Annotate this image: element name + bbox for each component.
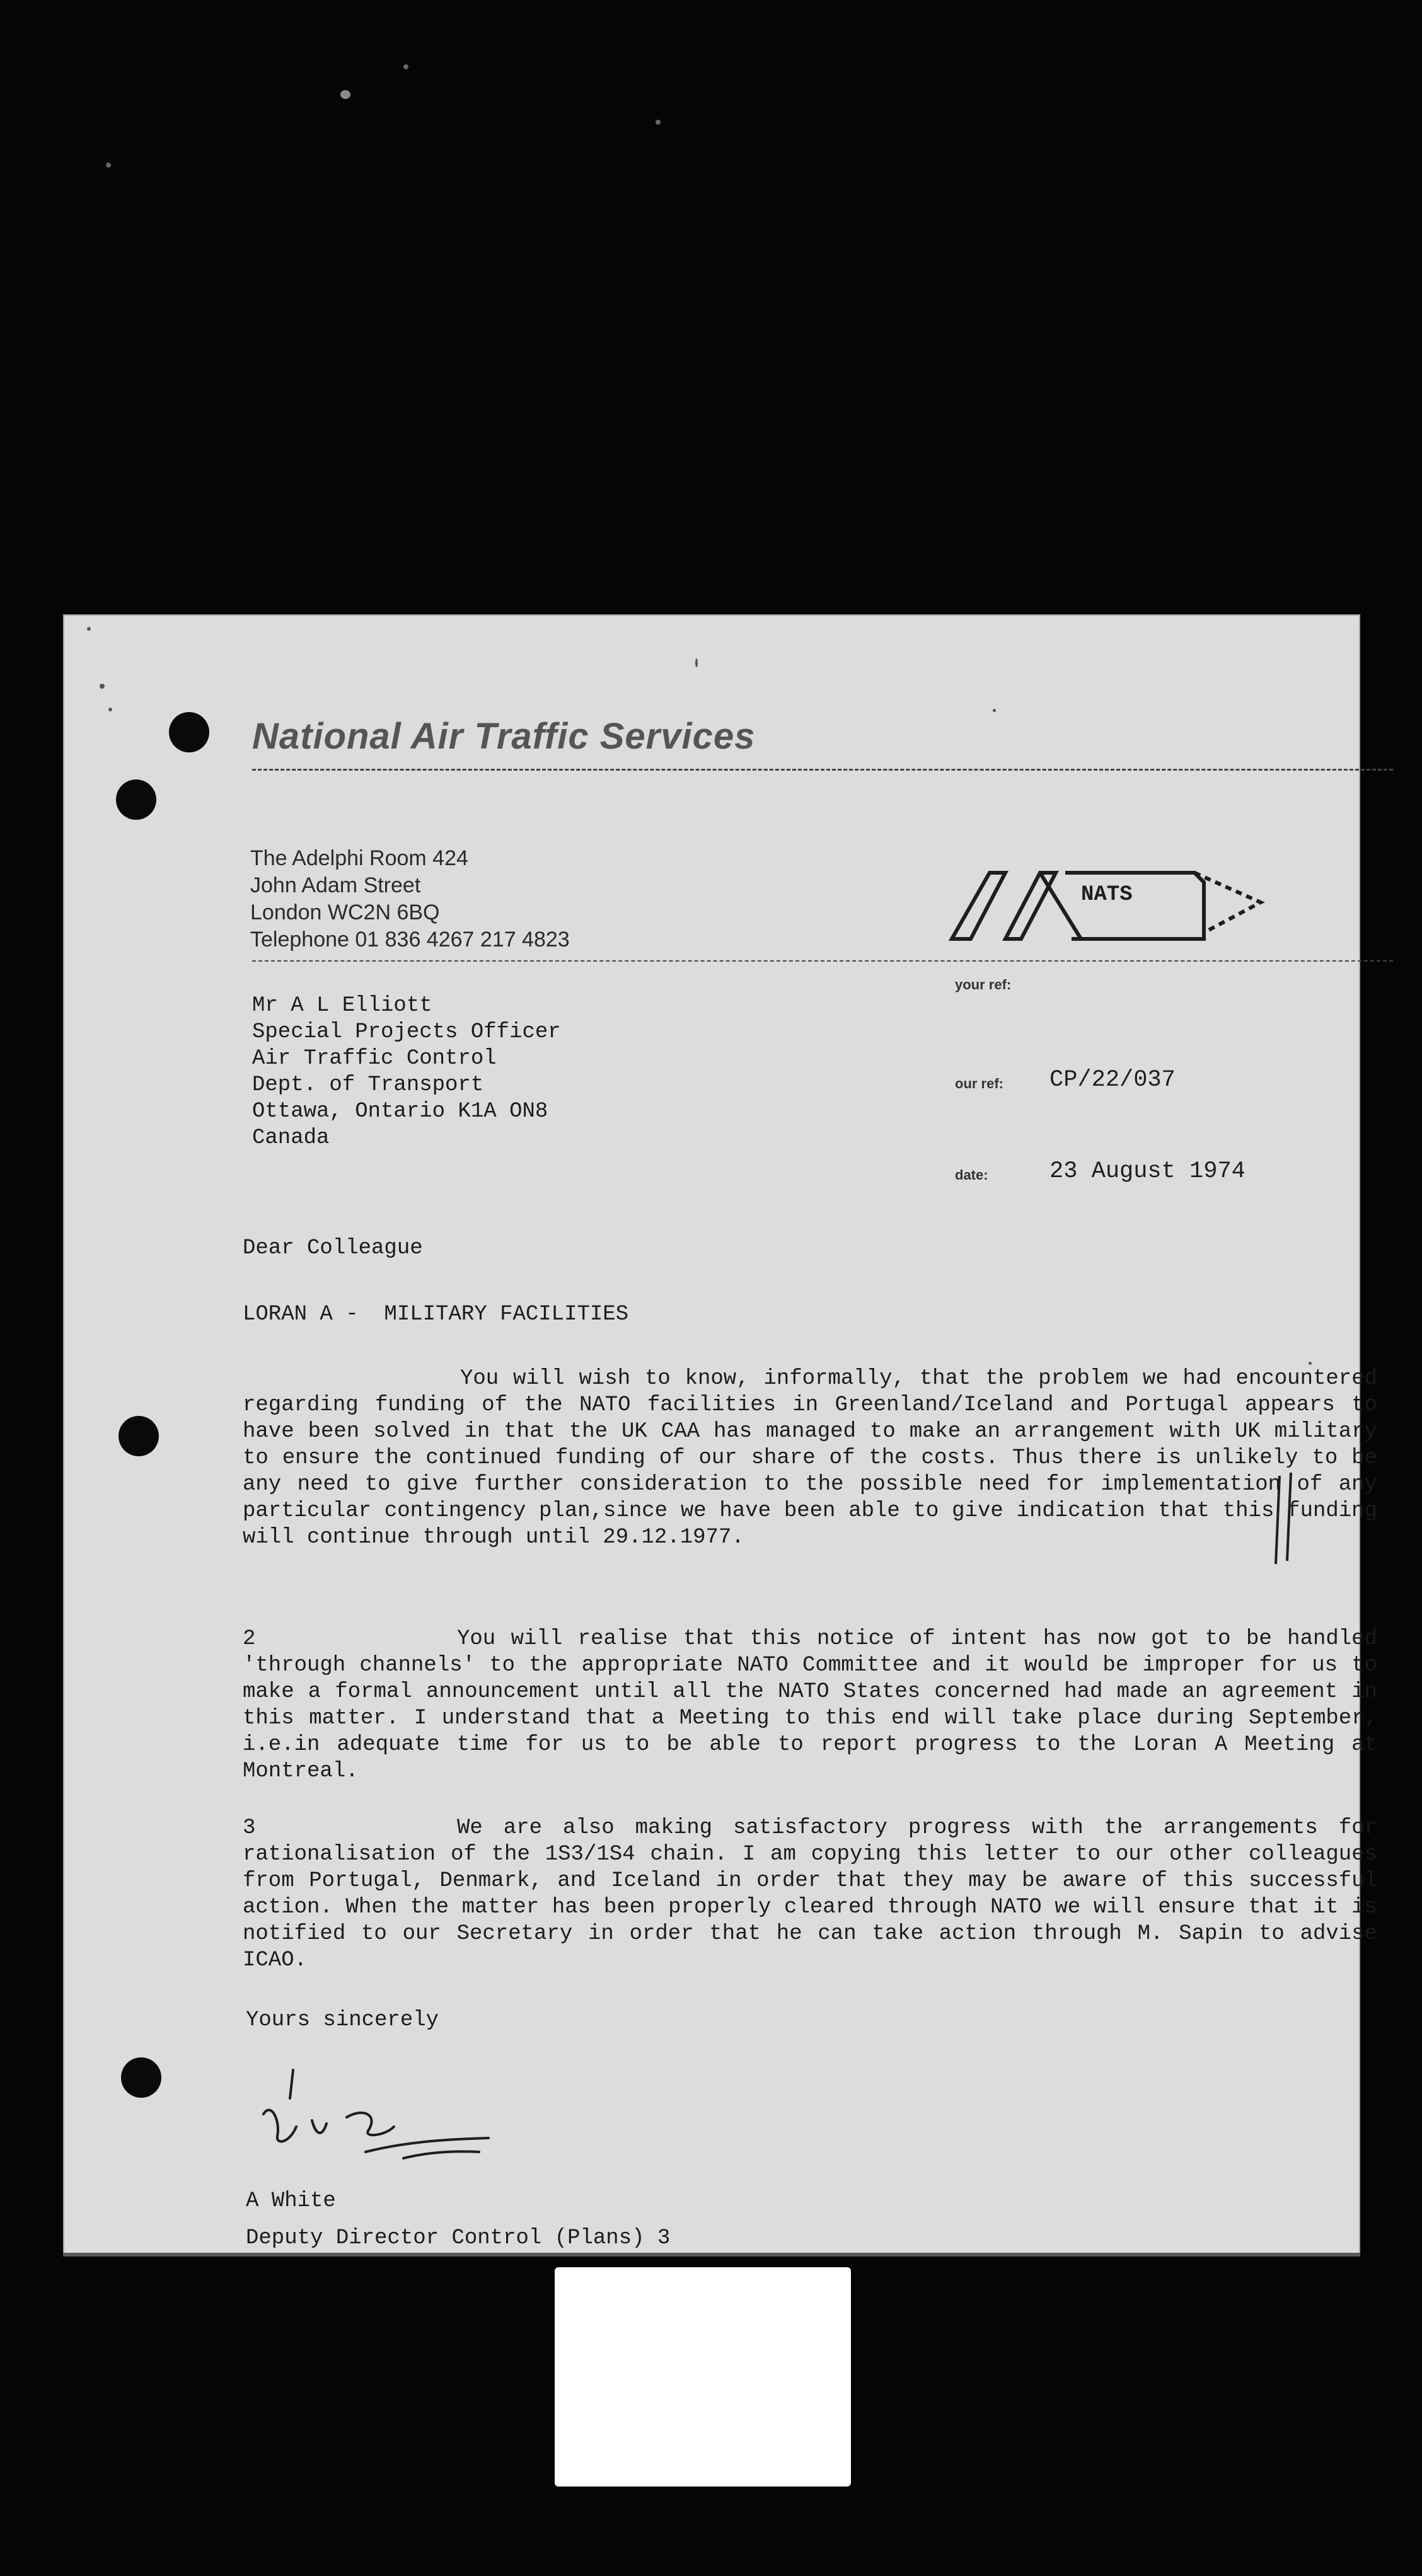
paragraph-number: 2 <box>243 1627 256 1651</box>
punch-hole <box>118 1416 159 1456</box>
speck <box>106 163 111 168</box>
recipient-line: Mr A L Elliott <box>252 994 432 1018</box>
speck <box>656 120 661 125</box>
letter-page <box>63 614 1377 2257</box>
nats-logo <box>945 863 1273 948</box>
signatory-title: Deputy Director Control (Plans) 3 <box>246 2226 671 2250</box>
paragraph-text: You will wish to know, informally, that the problem we had encountered regarding funding of the NATO facilities in Greenland/Iceland and Portugal appears to have been solved in that the UK CAA has managed to make an arrangement with UK military to ensure the continued funding of our share of the costs. Thus there is unlikely to be any need to give further consideration to the possible need for implementation of any particular contingency plan,since we have been able to give indication that this funding will continue through until 29.12.1977. <box>243 1367 1377 1550</box>
address-line: The Adelphi Room 424 <box>250 846 468 870</box>
speck <box>108 708 112 711</box>
letterhead-title: National Air Traffic Services <box>252 716 756 757</box>
speck <box>403 64 408 69</box>
recipient-line: Ottawa, Ontario K1A ON8 <box>252 1100 548 1124</box>
address-line: John Adam Street <box>250 873 421 897</box>
paragraph-text: You will realise that this notice of intent has now got to be handled 'through channels' to the appropriate NATO Committee and it would be improper for us to make a formal announcement until all the NATO States concerned had made an agreement in this matter. I understand that a Meeting to this end will take place during September, i.e.in adequate time for us to be able to report progress to the Loran A Meeting at Montreal. <box>243 1627 1377 1783</box>
closing: Yours sincerely <box>246 2008 439 2032</box>
body-paragraph-1 <box>243 1366 1377 1551</box>
blank-card <box>555 2267 851 2487</box>
subject-line: LORAN A - MILITARY FACILITIES <box>243 1302 629 1326</box>
speck <box>87 627 91 631</box>
date-label: date: <box>955 1167 988 1183</box>
our-ref-value: CP/22/037 <box>1049 1067 1176 1093</box>
speck <box>340 90 350 99</box>
logo-text: NATS <box>1081 883 1133 907</box>
our-ref-label: our ref: <box>955 1076 1003 1091</box>
speck <box>695 658 698 667</box>
date-value: 23 August 1974 <box>1049 1158 1246 1185</box>
signatory-name: A White <box>246 2189 336 2213</box>
recipient-line: Canada <box>252 1126 330 1150</box>
your-ref-label: your ref: <box>955 977 1012 992</box>
recipient-address <box>252 992 561 1151</box>
recipient-line: Air Traffic Control <box>252 1047 497 1071</box>
body-paragraph-3 <box>243 1815 1377 1974</box>
punch-hole <box>121 2057 161 2098</box>
address-line: London WC2N 6BQ <box>250 900 440 924</box>
margin-mark <box>1272 1469 1307 1570</box>
speck <box>1309 1362 1312 1365</box>
address-line: Telephone 01 836 4267 217 4823 <box>250 928 570 952</box>
letterhead-lower-rule <box>252 960 1393 962</box>
body-paragraph-2 <box>243 1626 1377 1785</box>
page-bottom-edge <box>63 2253 1360 2257</box>
speck <box>100 684 105 689</box>
recipient-line: Dept. of Transport <box>252 1073 484 1097</box>
letterhead-rule <box>252 769 1393 771</box>
punch-hole <box>169 712 209 752</box>
handwritten-signature <box>252 2064 504 2171</box>
recipient-line: Special Projects Officer <box>252 1020 561 1044</box>
paragraph-text: We are also making satisfactory progress with the arrangements for rationalisation of the 1S3/1S4 chain. I am copying this letter to our other colleagues from Portugal, Denmark, and Iceland in order that they may be aware of this successful action. When the matter has been properly cleared through NATO we will ensure that it is notified to our Secretary in order that he can take action through M. Sapin to advise ICAO. <box>243 1816 1377 1972</box>
punch-hole <box>116 779 156 820</box>
speck <box>993 709 996 712</box>
paragraph-number: 3 <box>243 1816 256 1840</box>
sender-address <box>250 845 570 953</box>
salutation: Dear Colleague <box>243 1236 423 1260</box>
